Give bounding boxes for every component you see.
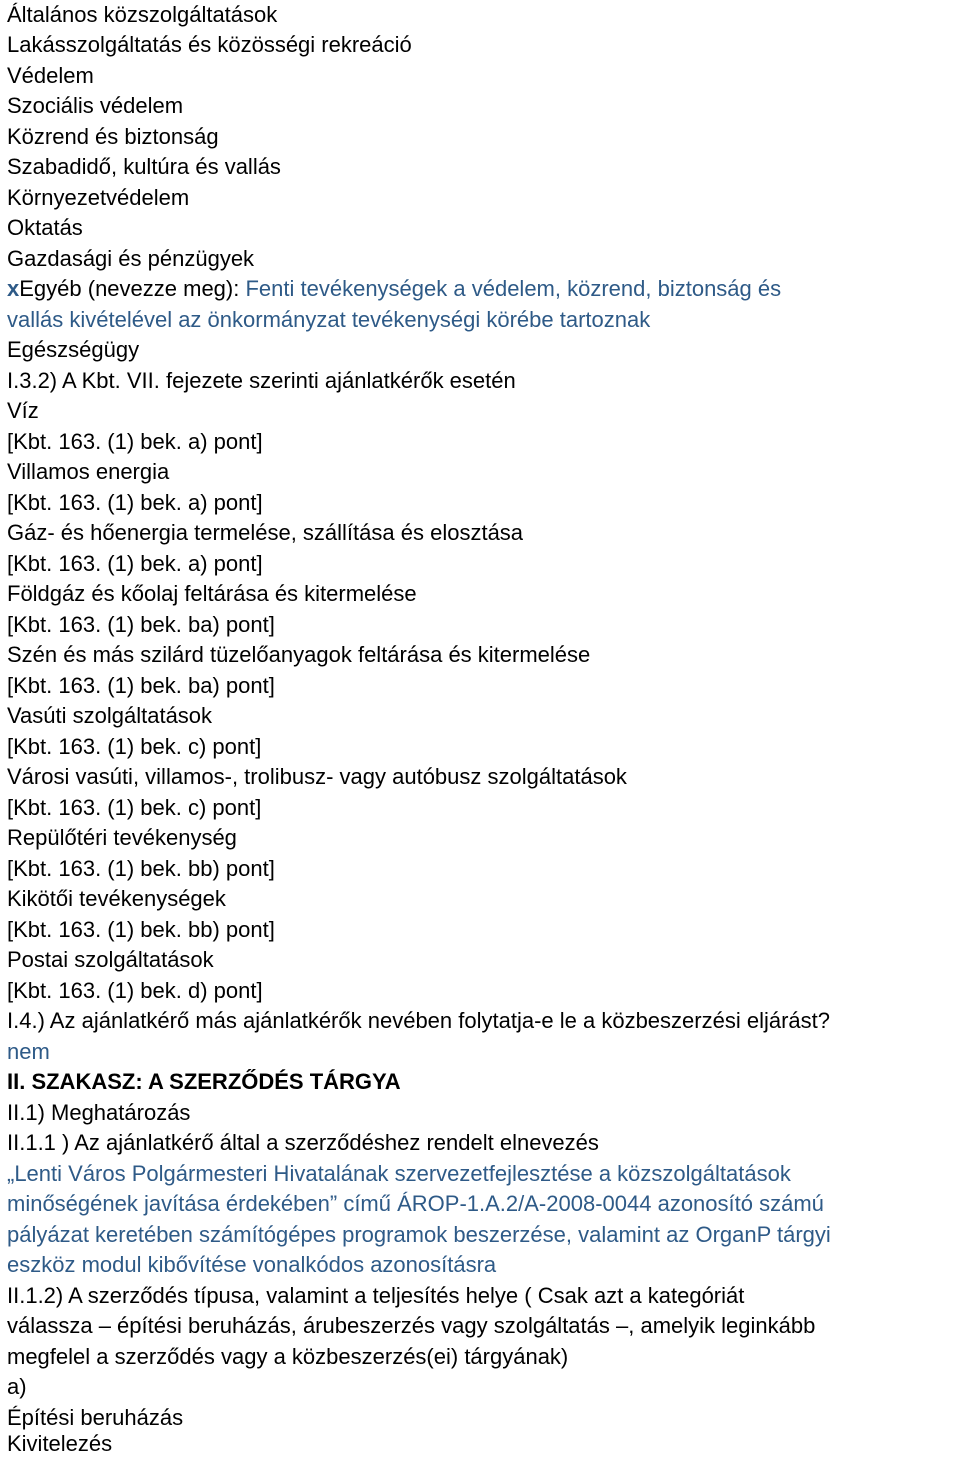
activity-name: Szén és más szilárd tüzelőanyagok feltárása és kitermelése <box>7 642 591 667</box>
activity-name: Vasúti szolgáltatások <box>7 703 213 728</box>
selected-mark: x <box>7 276 20 301</box>
category-item: Általános közszolgáltatások <box>7 2 278 27</box>
category-item: Szabadidő, kultúra és vallás <box>7 154 281 179</box>
category-item: Gazdasági és pénzügyek <box>7 246 255 271</box>
activity-ref: [Kbt. 163. (1) bek. d) pont] <box>7 978 263 1003</box>
category-item: Szociális védelem <box>7 93 184 118</box>
category-item: Oktatás <box>7 215 83 240</box>
contract-name-label: II.1.1 ) Az ajánlatkérő által a szerződéshez rendelt elnevezés <box>7 1130 599 1155</box>
activity-name: Városi vasúti, villamos-, trolibusz- vagy autóbusz szolgáltatások <box>7 764 627 789</box>
activity-ref: [Kbt. 163. (1) bek. a) pont] <box>7 551 263 576</box>
other-category-line <box>7 274 960 304</box>
activity-ref: [Kbt. 163. (1) bek. bb) pont] <box>7 856 275 881</box>
activity-ref: [Kbt. 163. (1) bek. a) pont] <box>7 429 263 454</box>
activity-ref: [Kbt. 163. (1) bek. c) pont] <box>7 734 262 759</box>
contract-type-option: a) <box>7 1374 27 1399</box>
activity-ref: [Kbt. 163. (1) bek. a) pont] <box>7 490 263 515</box>
contract-name-value: „Lenti Város Polgármesteri Hivatalának szervezetfejlesztése a közszolgáltatások <box>7 1161 791 1186</box>
contract-type-label: megfelel a szerződés vagy a közbeszerzés(ei) tárgyának) <box>7 1344 569 1369</box>
contract-type-sub: Kivitelezés <box>7 1431 113 1456</box>
section-i32-heading: I.3.2) A Kbt. VII. fejezete szerinti ajánlatkérők esetén <box>7 368 516 393</box>
activity-name: Kikötői tevékenységek <box>7 886 226 911</box>
other-label: Egyéb (nevezze meg): <box>19 276 246 301</box>
activity-name: Gáz- és hőenergia termelése, szállítása és elosztása <box>7 520 524 545</box>
other-value: Fenti tevékenységek a védelem, közrend, biztonság és <box>245 276 782 301</box>
section-i4-answer: nem <box>7 1039 50 1064</box>
category-item: Védelem <box>7 63 94 88</box>
category-item: Közrend és biztonság <box>7 124 219 149</box>
category-item: Környezetvédelem <box>7 185 190 210</box>
category-item: Lakásszolgáltatás és közösségi rekreáció <box>7 32 412 57</box>
section-ii1-heading: II.1) Meghatározás <box>7 1100 191 1125</box>
contract-type-value: Építési beruházás <box>7 1405 184 1430</box>
activity-ref: [Kbt. 163. (1) bek. bb) pont] <box>7 917 275 942</box>
activity-ref: [Kbt. 163. (1) bek. ba) pont] <box>7 612 275 637</box>
activity-ref: [Kbt. 163. (1) bek. ba) pont] <box>7 673 275 698</box>
activity-name: Postai szolgáltatások <box>7 947 214 972</box>
activity-name: Repülőtéri tevékenység <box>7 825 237 850</box>
contract-name-value: pályázat keretében számítógépes programok beszerzése, valamint az OrganP tárgyi <box>7 1222 831 1247</box>
activity-name: Villamos energia <box>7 459 170 484</box>
activity-name: Víz <box>7 398 39 423</box>
activity-name: Földgáz és kőolaj feltárása és kitermelése <box>7 581 417 606</box>
activity-ref: [Kbt. 163. (1) bek. c) pont] <box>7 795 262 820</box>
category-item: Egészségügy <box>7 337 140 362</box>
other-value-continued: vallás kivételével az önkormányzat tevékenységi körébe tartoznak <box>7 307 651 332</box>
section-i4-question: I.4.) Az ajánlatkérő más ajánlatkérők nevében folytatja-e le a közbeszerzési eljárást? <box>7 1008 830 1033</box>
section-ii-heading: II. SZAKASZ: A SZERZŐDÉS TÁRGYA <box>7 1069 401 1094</box>
contract-name-value: eszköz modul kibővítése vonalkódos azonosításra <box>7 1252 497 1277</box>
contract-name-value: minőségének javítása érdekében” című ÁROP-1.A.2/A-2008-0044 azonosító számú <box>7 1191 824 1216</box>
contract-type-label: II.1.2) A szerződés típusa, valamint a teljesítés helye ( Csak azt a kategóriát <box>7 1283 745 1308</box>
contract-type-label: válassza – építési beruházás, árubeszerzés vagy szolgáltatás –, amelyik leginkább <box>7 1313 816 1338</box>
